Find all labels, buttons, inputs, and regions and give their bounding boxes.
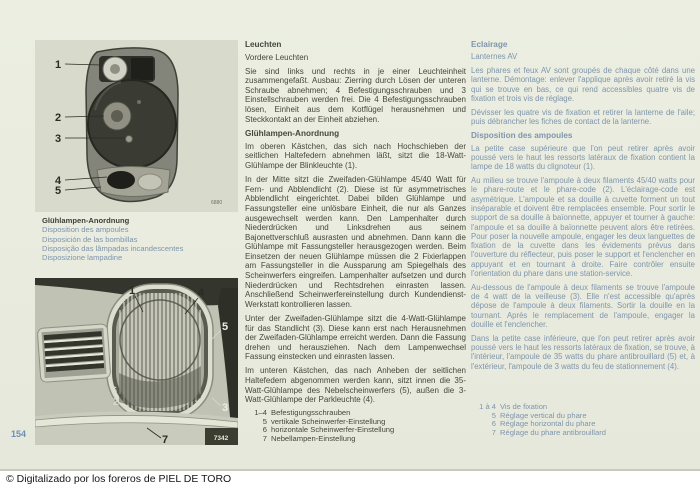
legend-number: 6 <box>262 425 267 435</box>
german-paragraph: Unter der Zweifaden-Glühlampe sitzt die 4-Watt-Glühlampe für das Standlicht (3). Diese kann erst nach Herausnehmen der Zweifaden-Glühlampe erreicht werden. Dann die Fassung drehen und herausziehen. Nach dem Lampenwechsel Fassung einstecken und einrasten lassen. <box>245 313 466 362</box>
caption-french: Disposition des ampoules <box>42 225 129 235</box>
caption-spanish: Disposición de las bombillas <box>42 234 138 244</box>
headlight-front-photo <box>35 278 238 445</box>
legend-number: 5 <box>262 416 267 426</box>
callout-2: 2 <box>112 396 120 408</box>
legend-number: 7 <box>491 427 496 437</box>
watermark-text: © Digitalizado por los foreros de PIEL DE TORO <box>6 473 232 485</box>
figure-number: 7342 <box>213 435 229 442</box>
caption-italian: Disposizione lampadine <box>42 253 123 263</box>
callout-2: 2 <box>54 112 62 124</box>
french-paragraph: Dans la petite case inférieure, que l'on peut retirer après avoir poussé vers le haut les ressorts latéraux de fixation, se trouve, à l'intérieur, l'ampoule de 35 watts du phare antibrouillard (5) et, à l'extérieur, l'ampoule de 3 watts du feu de stationnement (4). <box>471 333 695 371</box>
figure-number: 6880 <box>211 200 223 206</box>
park-lamp-reflector <box>138 174 162 190</box>
german-paragraph: Im unteren Kästchen, das nach Anheben der seitlichen Haltefedern abgenommen werden kann, sitzt innen die 35-Watt-Glühlampe des Nebelscheinwerfers (5), außen die 3-Watt-Glühlampe der Parkleuchte (4). <box>245 366 466 405</box>
callout-3: 3 <box>221 402 229 414</box>
legend-row <box>468 429 696 438</box>
german-subheading: Vordere Leuchten <box>245 52 309 62</box>
german-legend <box>243 409 465 443</box>
legend-number: 6 <box>491 419 496 429</box>
german-column <box>245 40 466 409</box>
legend-text: Réglage horizontal du phare <box>500 419 596 429</box>
dome-screw <box>137 100 141 104</box>
legend-number: 1 à 4 <box>479 402 496 411</box>
legend-text: horizontale Scheinwerfer-Einstellung <box>271 425 395 435</box>
radiator-grille <box>37 324 111 383</box>
callout-6: 6 <box>110 385 118 397</box>
main-bulb-center <box>111 110 123 122</box>
callout-5: 5 <box>54 185 62 197</box>
page-number: 154 <box>11 429 27 439</box>
legend-text: vertikale Scheinwerfer-Einstellung <box>271 416 386 426</box>
photo-caption <box>42 216 242 262</box>
callout-5: 5 <box>221 321 229 333</box>
callout-3: 3 <box>54 133 62 145</box>
reflector-dome <box>88 80 176 168</box>
callout-1: 1 <box>54 59 62 71</box>
callout-1: 1 <box>128 285 136 297</box>
legend-number: 5 <box>491 410 496 420</box>
caption-german: Glühlampen-Anordnung <box>42 216 130 225</box>
french-column <box>471 40 695 376</box>
french-paragraph: La petite case supérieure que l'on peut retirer après avoir poussé vers le haut les ressorts latéraux de fixation contient la lampe de 18 watts du clignoteur (1). <box>471 143 695 172</box>
german-paragraph: Sie sind links und rechts in je einer Leuchteinheit zusammengefaßt. Ausbau: Zierring durch Lösen der unteren Schraube abnehmen; 4 Befestigungsschrauben und 3 Einstellschrauben werden frei. Die 4 Befestigungsschrauben lösen, Einheit aus dem Kotflügel herausnehmen und Steckkontakt an der Einheit abziehen. <box>245 66 466 124</box>
legend-text: Réglage vertical du phare <box>500 410 587 420</box>
legend-number: 1–4 <box>254 408 267 417</box>
callout-4: 4 <box>54 175 62 187</box>
german-heading: Leuchten <box>245 40 282 49</box>
french-heading-bulbs: Disposition des ampoules <box>471 131 573 141</box>
callout-4: 4 <box>197 287 205 299</box>
german-paragraph: In der Mitte sitzt die Zweifaden-Glühlampe 45/40 Watt für Fern- und Abblendlicht (2). Diese ist für asymmetrisches Abblendlicht eingerichtet. Dabei bilden Glühlampe und Fassungsteller eine unlösbare Einheit, die nur als Ganzes ausgewechselt werden kann. Den Lampenhalter durch Niederdrücken und Linksdrehen aus seinem Bajonettverschluß ausrasten und abnehmen. Dann kann die Glühlampe mit Fassungsteller herausgezogen werden. Beim Einsetzen der neuen Glühlampe müssen die 2 Fixierlappen am Fassungsteller in die Aussparung am Spiegelhals des Scheinwerfers eingreifen. Lampenhalter aufsetzen und durch Niederdrücken und Rechtsdrehen einrasten lassen. Anschließend Scheinwerfereinstellung durch Kundendienst-Werkstatt kontrollieren lassen. <box>245 175 466 309</box>
blinker-bulb-center <box>110 64 120 74</box>
legend-text: Réglage du phare antibrouillard <box>500 427 606 437</box>
blinker-compartment-shadow <box>131 58 153 80</box>
french-heading: Eclairage <box>471 40 508 49</box>
fog-lamp-opening <box>107 171 135 189</box>
french-paragraph: Dévisser les quatre vis de fixation et retirer la lanterne de l'aile; puis débrancher les fiches de contact de la lanterne. <box>471 107 695 127</box>
german-paragraph: Im oberen Kästchen, das sich nach Hochschieben der seitlichen Haltefedern abnehmen läßt, sitzt die 18-Watt-Glühlampe der Blinkleuchte (1). <box>245 141 466 171</box>
legend-text: Befestigungsschrauben <box>271 408 351 417</box>
french-legend <box>468 403 696 437</box>
german-heading-bulbs: Glühlampen-Anordnung <box>245 129 340 139</box>
french-subheading: Lanternes AV <box>471 52 518 62</box>
french-paragraph: Les phares et feux AV sont groupés de chaque côté dans une lanterne. Démontage: enlever l'applique après avoir retiré la vis qui se trouve en bas, ce qui rend accessibles quatre vis de fixation et trois vis de réglage. <box>471 66 695 103</box>
callout-7: 7 <box>161 434 169 445</box>
french-paragraph: Au-dessous de l'ampoule à deux filaments se trouve l'ampoule de 4 watt de la veilleuse (3). Elle n'est accessible qu'après dépose de l'ampoule à deux filaments. Sortir la douille en la tournant. Après le remplacement de l'ampoule, engager la douille et l'enclencher. <box>471 282 695 330</box>
parking-bulb-socket <box>126 136 133 143</box>
legend-text: Vis de fixation <box>500 402 548 411</box>
headlight-rear-photo <box>35 40 238 212</box>
french-paragraph: Au milieu se trouve l'ampoule à deux filaments 45/40 watts pour le phare-route et le phare-code (2). L'éclairage-code est asymétrique. L'ampoule et sa douille à cuvette forment un tout inséparable et doivent être remplacées ensemble. Pour sortir le support de sa douille à baïonnette, appuyer et tourner à gauche: l'ampoule et sa douille à baïonnette peuvent alors être retirées. Pour poser la nouvelle ampoule, engager les deux languettes de fixation de la cuvette dans les évidements prévus dans l'ouverture du réflecteur, puis poser le support et l'enclencher en appuyant et en tournant à droite. Faire contrôler ensuite l'orientation du phare dans une station-service. <box>471 176 695 279</box>
caption-portuguese: Disposição das lâmpadas incandescentes <box>42 243 184 253</box>
legend-text: Nebellampen-Einstellung <box>271 433 356 443</box>
legend-row <box>243 435 465 444</box>
legend-number: 7 <box>262 433 267 443</box>
